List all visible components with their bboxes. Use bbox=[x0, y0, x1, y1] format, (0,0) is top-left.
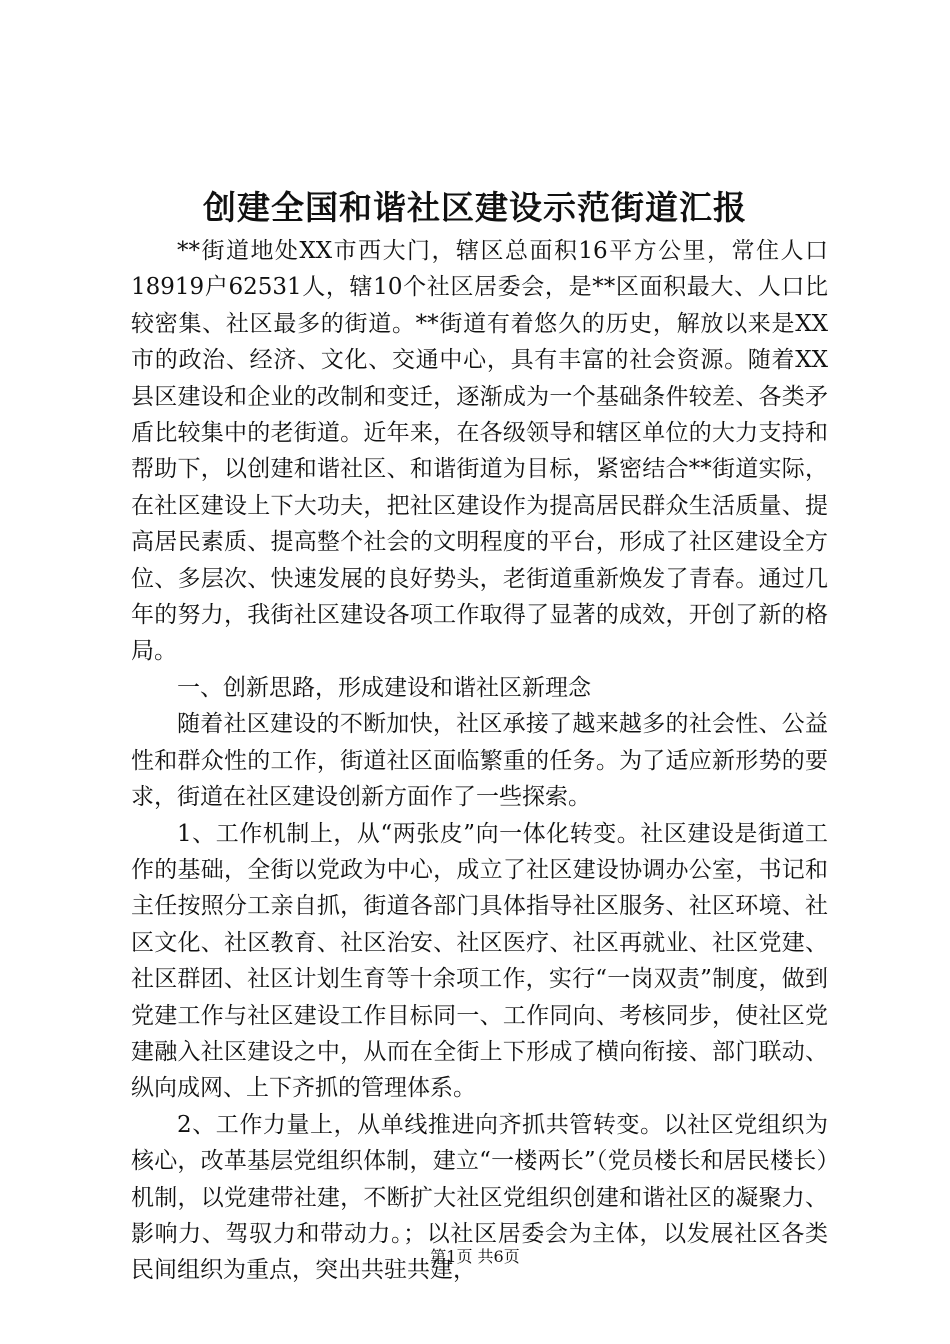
paragraph-section-1-intro: 随着社区建设的不断加快，社区承接了越来越多的社会性、公益性和群众性的工作，街道社区面临繁重的任务。为了适应新形势的要求，街道在社区建设创新方面作了一些探索。 bbox=[131, 711, 828, 811]
paragraph-intro: **街道地处XX市西大门，辖区总面积16平方公里，常住人口18919户62531人，辖10个社区居委会，是**区面积最大、人口比较密集、社区最多的街道。**街道有着悠久的历史，解放以来是XX市的政治、经济、文化、交通中心，具有丰富的社会资源。随着XX县区建设和企业的改制和变迁，逐渐成为一个基础条件较差、各类矛盾比较集中的老街道。近年来，在各级领导和辖区单位的大力支持和帮助下，以创建和谐社区、和谐街道为目标，紧密结合**街道实际，在社区建设上下大功夫，把社区建设作为提高居民群众生活质量、提高居民素质、提高整个社会的文明程度的平台，形成了社区建设全方位、多层次、快速发展的良好势头，老街道重新焕发了青春。通过几年的努力，我街社区建设各项工作取得了显著的成效，开创了新的格局。 bbox=[131, 238, 828, 665]
section-heading-1: 一、创新思路，形成建设和谐社区新理念 bbox=[177, 674, 591, 701]
document-body bbox=[131, 233, 828, 1289]
page-footer: 第1页 共6页 bbox=[430, 1247, 520, 1266]
document-title: 创建全国和谐社区建设示范街道汇报 bbox=[203, 188, 747, 227]
paragraph-item-2: 2、工作力量上，从单线推进向齐抓共管转变。以社区党组织为核心，改革基层党组织体制，建立“一楼两长”（党员楼长和居民楼长）机制，以党建带社建，不断扩大社区党组织创建和谐社区的凝聚力、影响力、驾驭力和带动力。；以社区居委会为主体，以发展社区各类民间组织为重点，突出共驻共建， bbox=[131, 1111, 828, 1284]
paragraph-item-1: 1、工作机制上，从“两张皮”向一体化转变。社区建设是街道工作的基础，全街以党政为中心，成立了社区建设协调办公室，书记和主任按照分工亲自抓，街道各部门具体指导社区服务、社区环境、社区文化、社区教育、社区治安、社区医疗、社区再就业、社区党建、社区群团、社区计划生育等十余项工作，实行“一岗双责”制度，做到党建工作与社区建设工作目标同一、工作同向、考核同步，使社区党建融入社区建设之中，从而在全街上下形成了横向衔接、部门联动、纵向成网、上下齐抓的管理体系。 bbox=[131, 820, 828, 1102]
